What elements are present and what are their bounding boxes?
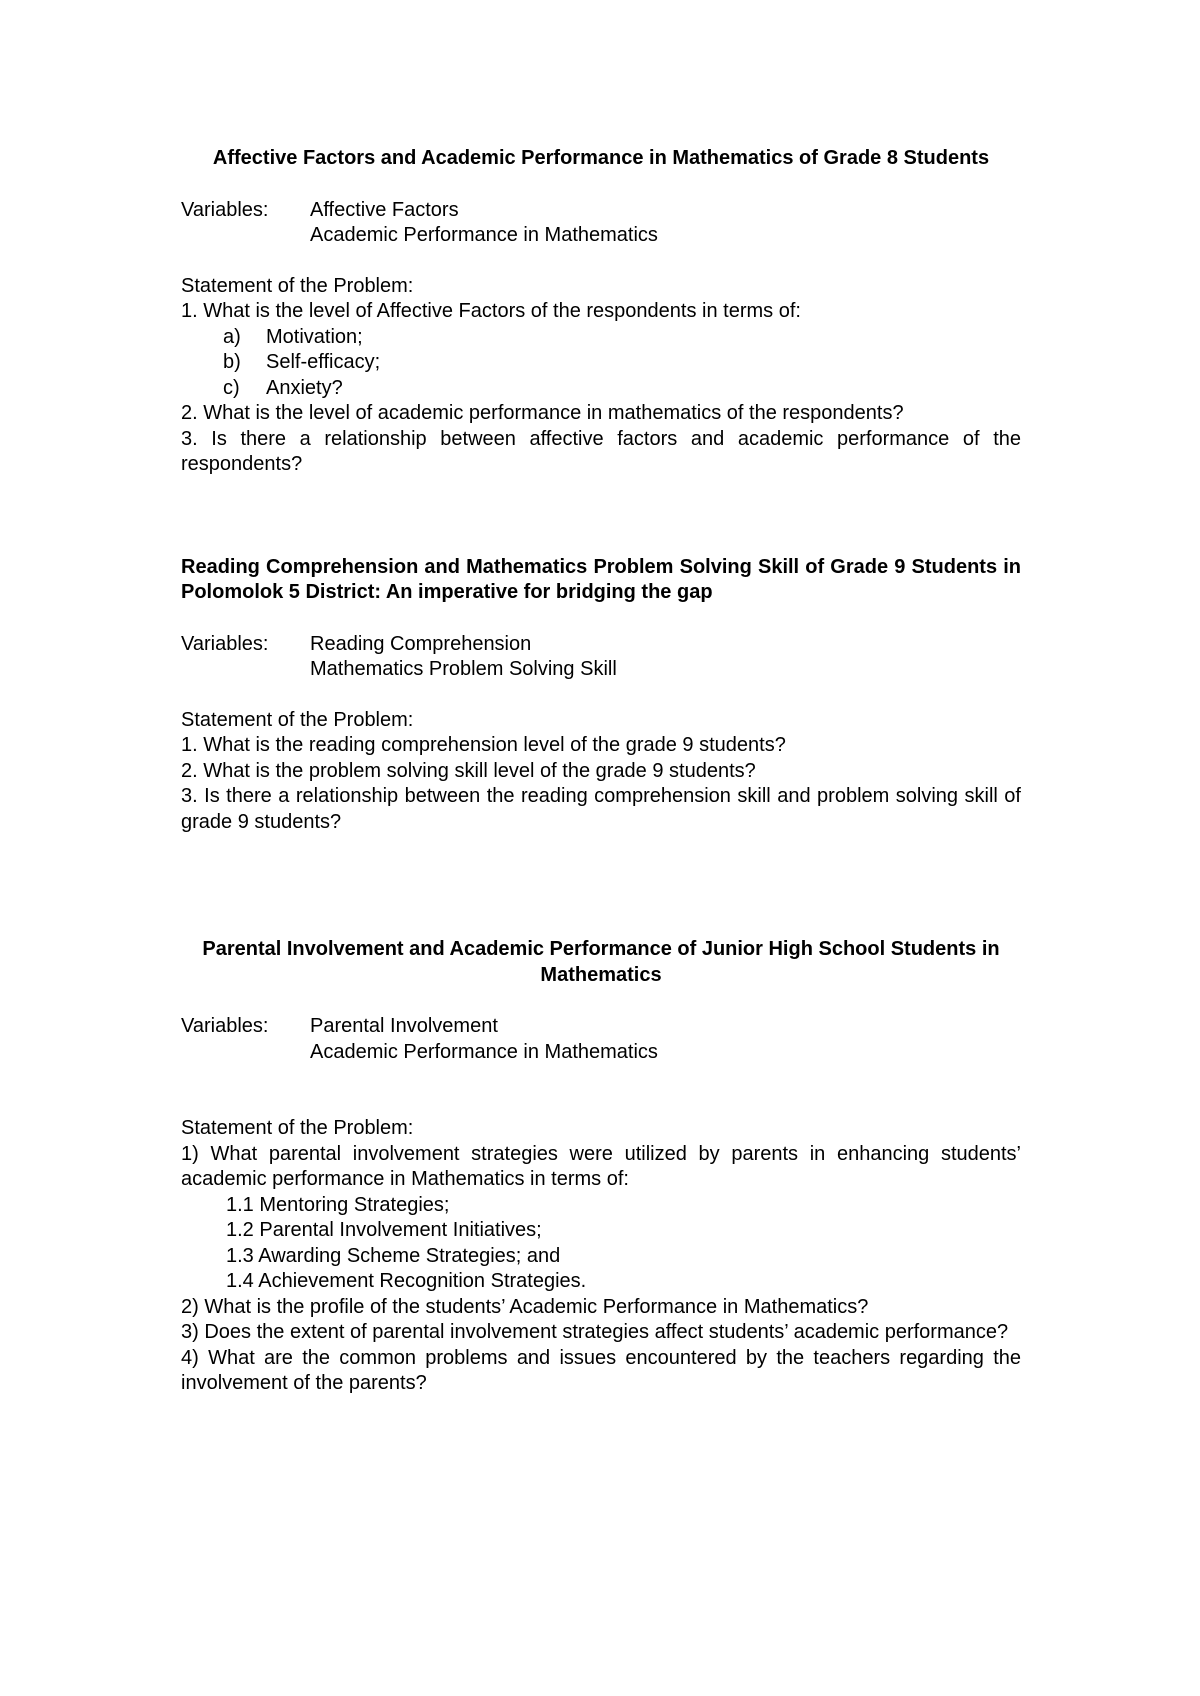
study-3: [181, 937, 1021, 1397]
question-1-sub-3: 1.3 Awarding Scheme Strategies; and: [226, 1244, 561, 1267]
question-2: 2. What is the problem solving skill level of the grade 9 students?: [181, 759, 756, 782]
sub-letter: c): [223, 376, 240, 399]
variables-row: [181, 223, 1021, 249]
sub-letter: b): [223, 351, 241, 373]
statement-label: Statement of the Problem:: [181, 274, 414, 297]
question-4: 4) What are the common problems and issues encountered by the teachers regarding the involvement of the parents?: [181, 1346, 1021, 1394]
variables-row: [181, 1014, 1021, 1040]
question-3: 3. Is there a relationship between the reading comprehension skill and problem solving skill of grade 9 students?: [181, 785, 1021, 833]
variables-label: Variables:: [181, 198, 269, 221]
question-1-sub-2: 1.2 Parental Involvement Initiatives;: [226, 1219, 542, 1241]
study-1-title: Affective Factors and Academic Performance in Mathematics of Grade 8 Students: [212, 147, 990, 169]
question-1-sub-4: 1.4 Achievement Recognition Strategies.: [226, 1270, 587, 1292]
question-1: 1. What is the reading comprehension level of the grade 9 students?: [181, 734, 786, 756]
variable-item: Academic Performance in Mathematics: [310, 1040, 658, 1063]
question-2: 2) What is the profile of the students’ Academic Performance in Mathematics?: [181, 1295, 869, 1318]
question-1-sub-1: 1.1 Mentoring Strategies;: [226, 1193, 450, 1216]
sub-text: Self-efficacy;: [266, 351, 381, 373]
question-2: 2. What is the level of academic performance in mathematics of the respondents?: [181, 402, 904, 424]
variables-row: [181, 1040, 1021, 1066]
statement-label: Statement of the Problem:: [181, 1117, 414, 1139]
variables-label: Variables:: [181, 632, 269, 655]
question-1-sub-a: [181, 325, 1021, 351]
variables-label-spacer: [181, 657, 310, 683]
variables-row: [181, 632, 1021, 658]
question-1: 1. What is the level of Affective Factors of the respondents in terms of:: [181, 300, 801, 322]
variables-row: [181, 198, 1021, 224]
variables-row: [181, 657, 1021, 683]
variables-label-spacer: [181, 1040, 310, 1066]
study-3-variables: [181, 1014, 1021, 1065]
variable-item: Reading Comprehension: [310, 632, 532, 655]
question-1-sub-b: [181, 350, 1021, 376]
question-1-sub-c: [181, 376, 1021, 402]
variable-item: Parental Involvement: [310, 1015, 498, 1037]
document-page: [181, 146, 1021, 1397]
study-1-variables: [181, 198, 1021, 249]
statement-label: Statement of the Problem:: [181, 708, 414, 731]
sub-letter: a): [223, 325, 241, 348]
variables-label: Variables:: [181, 1015, 269, 1037]
question-3: 3. Is there a relationship between affective factors and academic performance of the respondents?: [181, 427, 1021, 475]
sub-text: Anxiety?: [266, 376, 343, 399]
variable-item: Academic Performance in Mathematics: [310, 224, 658, 246]
variable-item: Mathematics Problem Solving Skill: [310, 658, 617, 680]
variables-label-spacer: [181, 223, 310, 249]
study-2: [181, 555, 1021, 836]
study-1: [181, 146, 1021, 478]
question-3: 3) Does the extent of parental involvement strategies affect students’ academic performance?: [181, 1321, 1009, 1343]
study-2-title: Reading Comprehension and Mathematics Problem Solving Skill of Grade 9 Students in Polomolok 5 District: An imperative for bridging the gap: [181, 555, 1021, 603]
study-2-variables: [181, 632, 1021, 683]
sub-text: Motivation;: [266, 325, 363, 348]
variable-item: Affective Factors: [310, 198, 459, 221]
study-3-title: Parental Involvement and Academic Performance of Junior High School Students in Mathematics: [202, 938, 1000, 986]
question-1: 1) What parental involvement strategies were utilized by parents in enhancing students’ academic performance in Mathematics in terms of:: [181, 1142, 1021, 1190]
